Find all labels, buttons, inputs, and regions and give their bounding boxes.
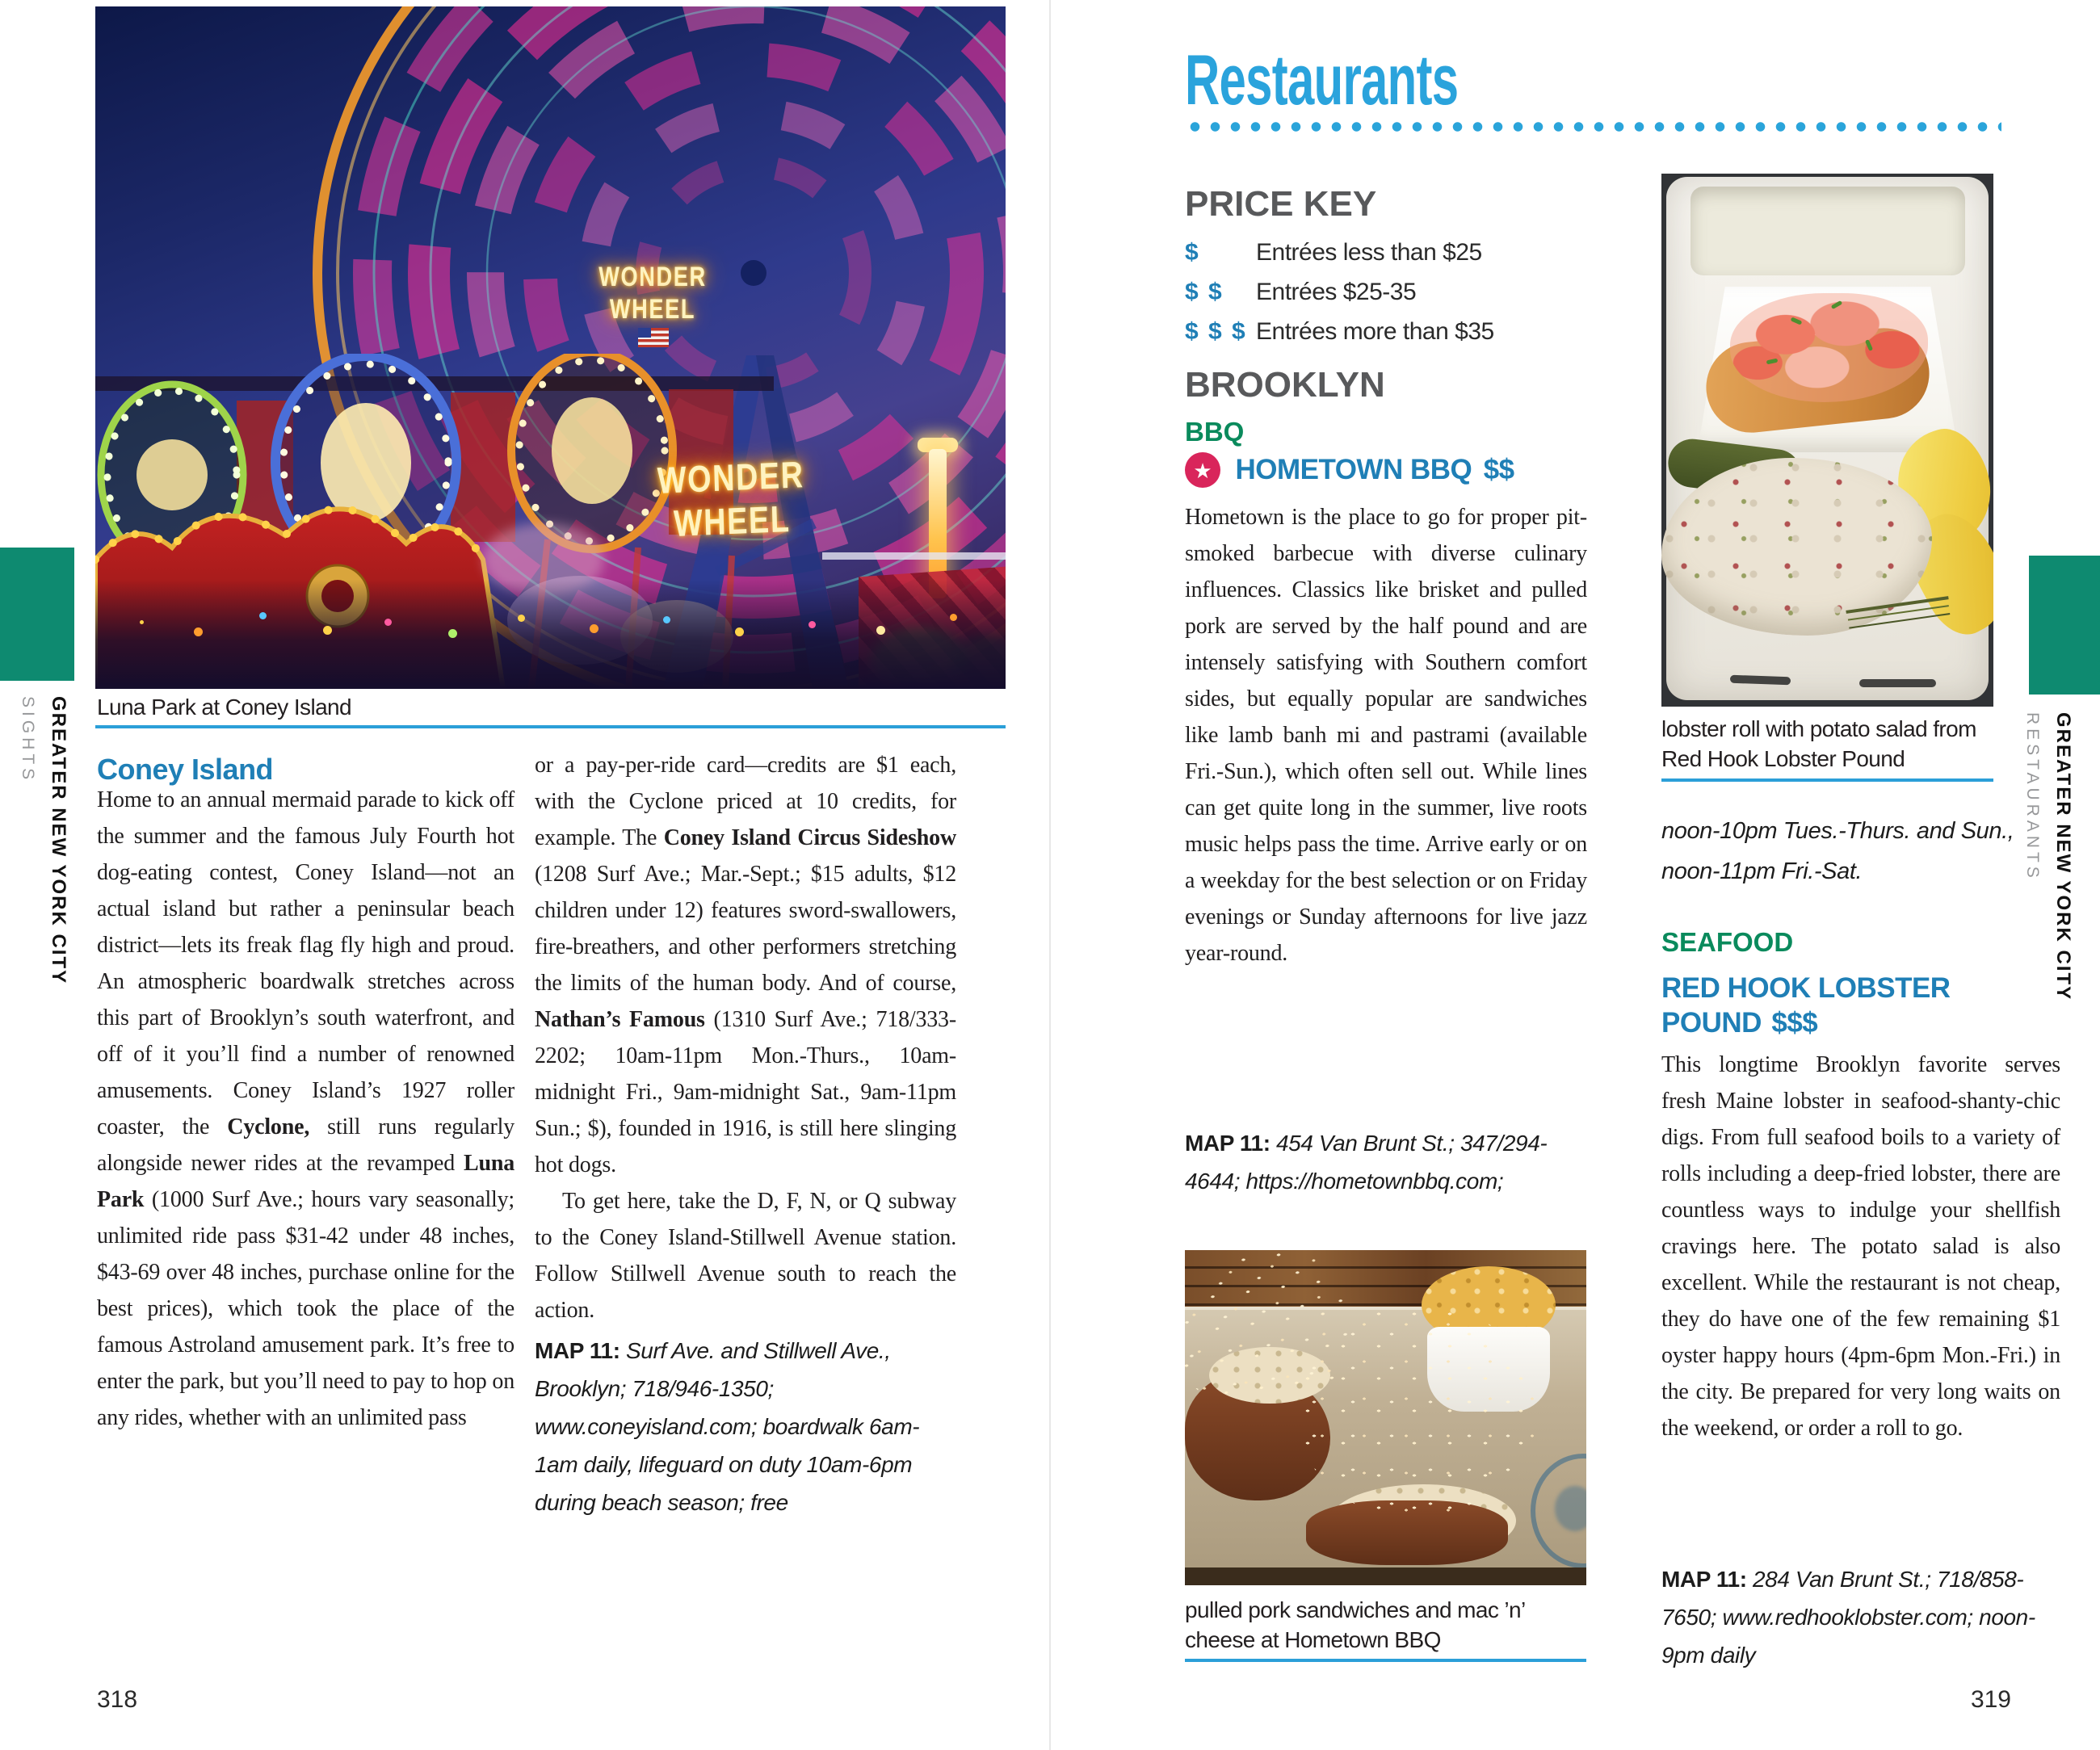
- chapter-title: Restaurants: [1185, 40, 1459, 120]
- map-info: MAP 11: Surf Ave. and Stillwell Ave., Brooklyn; 718/946-1350; www.coneyisland.com; boardwalk 6am-1am daily, lifeguard on duty 10am-6pm during beach season; free: [535, 1338, 920, 1515]
- caption-rule: [95, 725, 1006, 728]
- neon-line2: WHEEL: [673, 497, 792, 545]
- hours-continuation: noon-10pm Tues.-Thurs. and Sun., noon-11pm Fri.-Sat.: [1661, 818, 2014, 884]
- american-flag: [638, 328, 669, 347]
- photo-caption: lobster roll with potato salad from Red Hook Lobster Pound: [1661, 716, 1976, 771]
- listing-body-redhook: This longtime Brooklyn favorite serves fresh Maine lobster in seafood-shanty-chic digs. From full seafood boils to a variety of rolls including a deep-fried lobster, there are countless ways to indulge your shellfish cravings here. The potato salad is also excellent. While the restaurant is not cheap, they do have one of the few remaining $1 oyster happy hours (4pm-6pm Mon.-Fri.) in the city. Be prepared for very long waits on the weekend, or order a roll to go.: [1661, 1052, 2060, 1441]
- sidebar-chapter-label-left: GREATER NEW YORK CITY: [48, 696, 69, 985]
- page-gutter: [1049, 0, 1051, 1750]
- listing-name: POUND: [1661, 1007, 1762, 1039]
- price-label: Entrées less than $25: [1256, 239, 1482, 266]
- sidebar-section-label-left: SIGHTS: [19, 696, 37, 784]
- listing-header-redhook: [1661, 971, 2065, 1040]
- caption-rule: [1185, 1659, 1586, 1662]
- neon-line1: WONDER: [657, 453, 805, 501]
- region-heading: BROOKLYN: [1185, 365, 1385, 405]
- paragraph: or a pay-per-ride card—credits are $1 each, with the Cyclone priced at 10 credits, for example. The Coney Island Circus Sideshow (1208 Surf Ave.; Mar.-Sept.; $15 adults, $12 children under 12) features sword-swallowers, fire-breathers, and other performers stretching the limits of the human body. And of course, Nathan’s Famous (1310 Surf Ave.; 718/333-2202; 10am-11pm Mon.-Thurs., 10am-midnight Fri., 9am-midnight Sat., 9am-11pm Sun.; $), founded in 1916, is still here slinging hot dogs.: [535, 753, 956, 1177]
- page-number-left: 318: [97, 1686, 138, 1713]
- category-heading-seafood: SEAFOOD: [1661, 927, 1794, 957]
- price-label: Entrées $25-35: [1256, 279, 1417, 305]
- chapter-tab-left: [0, 548, 74, 681]
- map-info-redhook: MAP 11: 284 Van Brunt St.; 718/858-7650; www.redhooklobster.com; noon-9pm daily: [1661, 1567, 2035, 1668]
- chapter-tab-right: [2029, 556, 2100, 695]
- photo-bottom-shadow: [95, 580, 1006, 689]
- lobster-roll-photo: [1661, 174, 1993, 707]
- listing-body-hometown: Hometown is the place to go for proper pit-smoked barbecue with diverse culinary influences. Classics like brisket and pulled pork are served by the half pound and are intensely satisfying with Southern comfort sides, but equally popular are sandwiches like lamb banh mi and pastrami (available Fri.-Sun.), which often sell out. While lines can get quite long in the summer, live roots music helps pass the time. Arrive early or on a weekday for the best selection or on Friday evenings or Sunday afternoons for live jazz year-round.: [1185, 505, 1587, 966]
- neon-line1: WONDER: [598, 262, 707, 292]
- roof-line: [822, 552, 1006, 560]
- price-key-list: [1185, 233, 1637, 351]
- category-heading-bbq: BBQ: [1185, 417, 1245, 447]
- top-pick-star-icon: ★: [1185, 452, 1220, 488]
- wonder-wheel-neon-sign-small: [594, 261, 711, 325]
- luna-park-photo: [95, 6, 1006, 689]
- body-column-2: [535, 747, 956, 1521]
- potato-salad: [1661, 458, 1932, 636]
- photo-caption: Luna Park at Coney Island: [97, 695, 351, 720]
- listing-price: $$: [1483, 454, 1514, 485]
- sandwich-front: [1298, 1307, 1540, 1518]
- page-number-right: 319: [1970, 1686, 2011, 1713]
- section-heading: Coney Island: [97, 753, 274, 786]
- listing-header-hometown: [1185, 452, 1605, 488]
- container-lid: [1690, 187, 1965, 275]
- pulled-pork-photo: [1185, 1250, 1586, 1585]
- sidebar-section-label-right: RESTAURANTS: [2023, 712, 2042, 882]
- sidebar-chapter-label-right: GREATER NEW YORK CITY: [2052, 712, 2074, 1001]
- caption-rule: [1661, 778, 1993, 782]
- listing-name: RED HOOK LOBSTER: [1661, 972, 1951, 1004]
- container-mark: [1859, 679, 1936, 687]
- paragraph: To get here, take the D, F, N, or Q subway to the Coney Island-Stillwell Avenue station. Follow Stillwell Avenue south to reach the action.: [535, 1189, 956, 1323]
- listing-name: HOMETOWN BBQ: [1235, 454, 1472, 485]
- body-column-1: Home to an annual mermaid parade to kick off the summer and the famous July Fourth hot dog-eating contest, Coney Island—not an actual island but rather a peninsular beach district—lets its freak flag fly high and proud. An atmospheric boardwalk stretches across this part of Brooklyn’s south waterfront, and off of it you’ll find a number of renowned amusements. Coney Island’s 1927 roller coaster, the Cyclone, still runs regularly alongside newer rides at the revamped Luna Park (1000 Surf Ave.; hours vary seasonally; unlimited ride pass $31-42 under 48 inches, $43-69 over 48 inches, purchase online for the best prices), which took the place of the famous Astroland amusement park. It’s free to enter the park, but you’ll need to pay to hop on any rides, whether with an unlimited pass: [97, 787, 514, 1430]
- price-label: Entrées more than $35: [1256, 318, 1494, 345]
- tray-front-edge: [1185, 1567, 1586, 1585]
- photo-caption: pulled pork sandwiches and mac ’n’ cheese at Hometown BBQ: [1185, 1597, 1525, 1652]
- neon-line2: WHEEL: [609, 294, 696, 325]
- price-symbol: $ $: [1185, 279, 1224, 305]
- fairground-lights: [140, 620, 144, 624]
- price-key-heading: PRICE KEY: [1185, 184, 1377, 224]
- wonder-wheel-neon-sign-large: [642, 451, 820, 546]
- price-symbol: $: [1185, 239, 1200, 266]
- price-symbol: $ $ $: [1185, 318, 1247, 345]
- listing-price: $$$: [1771, 1007, 1818, 1039]
- map-info-hometown: MAP 11: 454 Van Brunt St.; 347/294-4644; https://hometownbbq.com;: [1185, 1131, 1548, 1194]
- dotted-rule: [1185, 121, 2001, 132]
